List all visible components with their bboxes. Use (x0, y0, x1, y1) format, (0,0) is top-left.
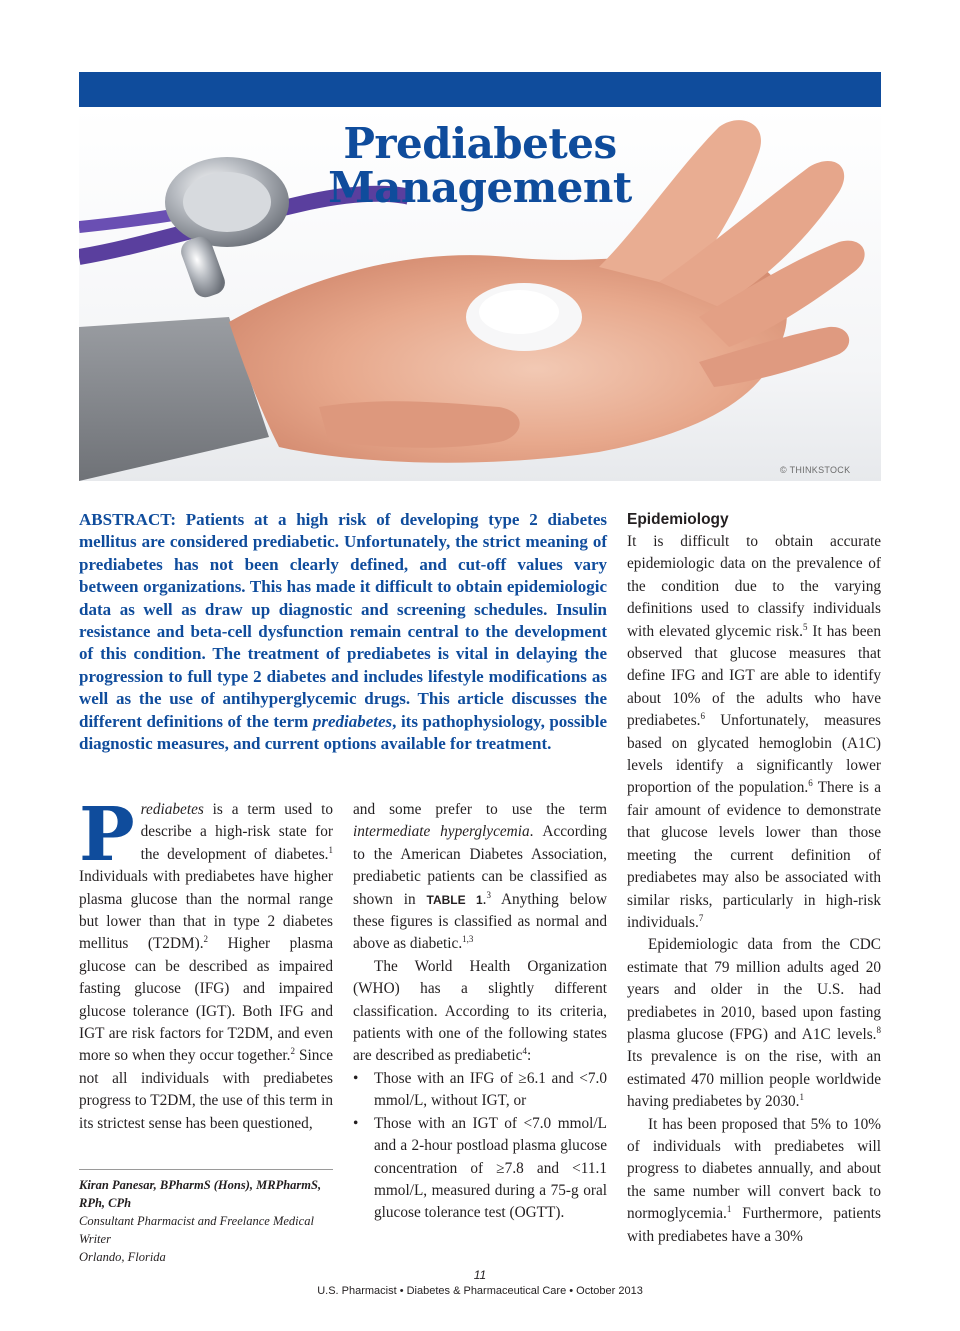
section-heading-epidemiology: Epidemiology (627, 511, 729, 528)
title-line-1: Prediabetes (343, 119, 617, 168)
ref-superscript: 1 (726, 1204, 732, 1215)
abstract-term: prediabetes (312, 711, 393, 731)
text-span: Furthermore, patients with prediabetes have a 30% (627, 1205, 881, 1245)
intro-text-1: is a term used to describe a high-risk state for the development of diabetes. (140, 801, 333, 863)
photo-credit: © THINKSTOCK (780, 465, 851, 475)
text-span: Epidemiologic data from the CDC estimate that 79 million adults aged 20 years and older in the U.S. had prediabetes in 2010, based upon fasting plasma glucose (FPG) and A1C levels. (627, 936, 881, 1043)
page-number: 11 (473, 1268, 487, 1282)
abstract-text-2: , its pathophysiology, possible diagnostic measures, and current options available for treatment. (79, 711, 607, 754)
text-span: . According to the American Diabetes Association, prediabetic patients can be classified as shown in (353, 823, 607, 908)
drop-cap: P (79, 792, 135, 878)
abstract-text-1: ABSTRACT: Patients at a high risk of developing type 2 diabetes mellitus are considered prediabetic. Unfortunately, the strict meaning of prediabetes has not been clearly defined, and cut-off values vary between organizations. This has made it difficult to obtain epidemiologic data as well as draw up diagnostic and screening schedules. Insulin resistance and beta-cell dysfunction remain central to the development of this condition. The treatment of prediabetes is vital in delaying the progression to full type 2 diabetes and includes lifestyle modifications as well as the use of antihyperglycemic drugs. This article discusses the different definitions of the term (79, 510, 607, 731)
intro-text-4: Since not all individuals with prediabetes progress to T2DM, the use of this term in its strictest sense has been questioned, (79, 1047, 333, 1132)
ref-superscript: 8 (876, 1024, 881, 1035)
ref-superscript: 1,3 (462, 934, 474, 945)
text-span: Its prevalence is on the rise, with an estimated 470 million people worldwide having prediabetes by 2030. (627, 1048, 881, 1111)
ref-superscript: 1 (328, 844, 333, 855)
text-span: . (482, 890, 487, 908)
bullet-mark: • (353, 1069, 359, 1087)
publication-footer: U.S. Pharmacist • Diabetes & Pharmaceutical Care • October 2013 (317, 1285, 643, 1297)
ref-superscript: 4 (522, 1046, 527, 1057)
ref-superscript: 2 (203, 934, 209, 945)
text-span: The World Health Organization (WHO) has a slightly different classification. According to its criteria, patients with one of the following states are described as prediabetic (353, 957, 607, 1065)
ref-superscript: 1 (799, 1092, 804, 1103)
ref-superscript: 5 (802, 621, 808, 632)
ref-superscript: 6 (700, 711, 705, 722)
intro-text-2: Individuals with prediabetes have higher plasma glucose than the normal range but lower than that in type 2 diabetes mellitus (T2DM). (79, 868, 333, 953)
list-item-text: Those with an IGT of <7.0 mmol/L and a 2-hour postload plasma glucose concentration of ≥7.8 and <11.1 mmol/L, measured during a 75-g oral glucose tolerance test (OGTT). (374, 1114, 607, 1222)
article-title (300, 119, 660, 212)
list-item-text: Those with an IFG of ≥6.1 and <7.0 mmol/L, without IGT, or (374, 1069, 607, 1110)
author-block (79, 1176, 333, 1266)
ref-superscript: 2 (290, 1046, 296, 1057)
column-3 (627, 509, 881, 1248)
column-1 (79, 792, 333, 1135)
text-span: There is a fair amount of evidence to demonstrate that glucose levels lower than those meeting the current definition of prediabetes may also be associated with similar risks, particularly in high-risk individuals. (627, 779, 881, 931)
text-span: It has been proposed that 5% to 10% of individuals with prediabetes will progress to diabetes annually, and about the same number will convert back to normoglycemia. (627, 1115, 881, 1223)
list-item (353, 1068, 607, 1113)
title-line-2: Management (328, 163, 632, 212)
ref-superscript: 6 (808, 778, 813, 789)
text-span: It is difficult to obtain accurate epidemiologic data on the prevalence of the condition due to the varying definitions used to classify individuals with elevated glycemic risk. (627, 533, 881, 640)
abstract (79, 509, 607, 755)
intro-paragraph (79, 792, 333, 1135)
table-reference: TABLE 1 (426, 892, 483, 907)
text-span: Unfortunately, measures based on glycated hemoglobin (A1C) levels identify a significantly lower proportion of the population. (627, 712, 881, 797)
column-3-paragraph-2 (627, 934, 881, 1113)
criteria-list (353, 1068, 607, 1225)
author-location: Orlando, Florida (79, 1250, 166, 1264)
text-span: Anything below these figures is classified as normal and above as diabetic. (353, 890, 608, 953)
author-name: Kiran Panesar, BPharmS (Hons), MRPharmS, RPh, CPh (79, 1178, 322, 1210)
author-divider (79, 1169, 333, 1170)
intro-text-3: Higher plasma glucose can be described as impaired fasting glucose (IFG) and impaired glucose tolerance (IGT). Both IFG and IGT are risk factors for T2DM, and even more so when they occur together. (79, 935, 333, 1065)
ref-superscript: 7 (698, 912, 704, 923)
column-2 (353, 799, 607, 1225)
text-span: and some prefer to use the term (353, 801, 607, 818)
author-role: Consultant Pharmacist and Freelance Medical Writer (79, 1214, 314, 1246)
header-blue-bar (79, 72, 881, 107)
bullet-mark: • (353, 1114, 359, 1132)
column-2-paragraph-1 (353, 799, 607, 956)
italic-term: intermediate hyperglycemia (353, 823, 530, 841)
list-item (353, 1113, 607, 1225)
column-2-paragraph-2 (353, 956, 607, 1068)
text-span: It has been observed that glucose measures that define IFG and IGT are able to identify about 10% of the adults who have prediabetes. (627, 622, 881, 730)
ref-superscript: 3 (486, 889, 491, 900)
column-3-paragraph-1 (627, 531, 881, 934)
text-span: : (526, 1047, 532, 1065)
intro-term: rediabetes (140, 801, 204, 818)
column-3-paragraph-3 (627, 1114, 881, 1248)
